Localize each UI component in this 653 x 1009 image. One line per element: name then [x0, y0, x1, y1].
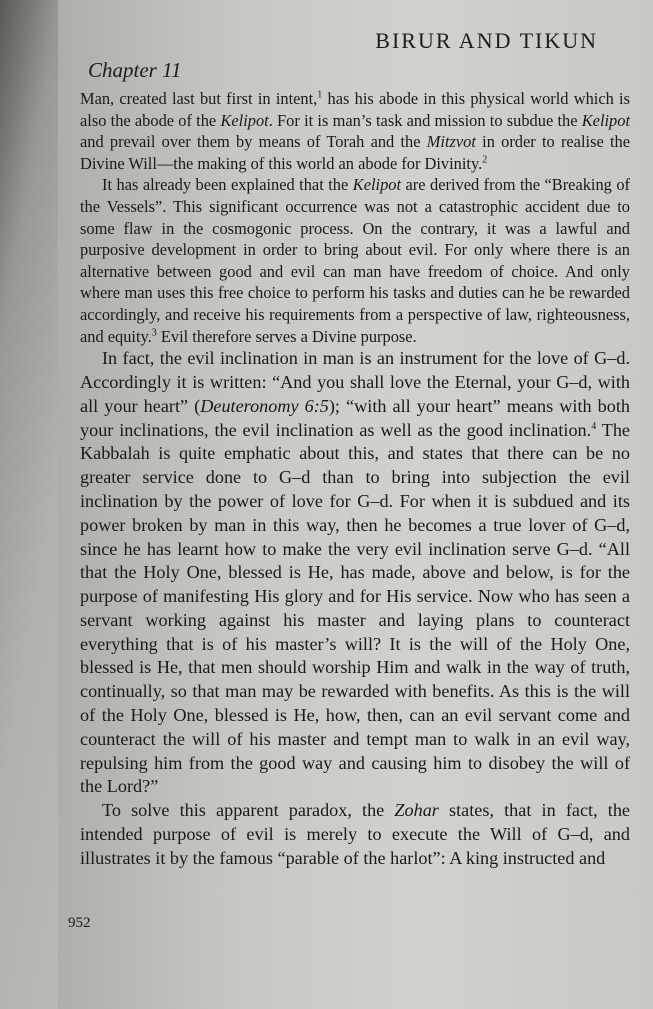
- page-header: [88, 28, 598, 88]
- paragraph-1: Man, created last but first in intent,$^1$ has his abode in this physical world which is also the abode of the Kelipot. For it is man’s task and mission to subdue the Kelipot and prevail over them by means of Torah and the Mitzvot in order to realise the Divine Will—the making of this world an abode for Divinity.$^2$: [80, 89, 630, 173]
- footnote-ref: 4: [591, 420, 597, 432]
- paragraph-2: It has already been explained that the Kelipot are derived from the “Breaking of the Vessels”. This significant occurrence was not a catastrophic accident due to some flaw in the cosmogonic process. On the contrary, it was a lawful and purposive development in order to bring about evil. For only where there is an alternative between good and evil can man have freedom of choice. And only where man uses this free choice to perform his tasks and duties can he be rewarded accordingly, and receive his requirements from a perspective of law, righteousness, and equity.$^3$ Evil therefore serves a Divine purpose.: [80, 175, 631, 346]
- paragraph-3: In fact, the evil inclination in man is an instrument for the love of G–d. Accordingly it is written: “And you shall love the Eternal, your G–d, with all your heart” (Deuteronomy 6:5); “with all your heart” means with both your inclinations, the evil inclination as well as the good inclination.$^4$ The Kabbalah is quite emphatic about this, and states that there can be no greater service done to G–d than to bring into subjection the evil inclination by the power of love for G–d. For when it is subdued and its power broken by man in this way, then he becomes a true lover of G–d, since he has learnt how to make the very evil inclination serve G–d. “All that the Holy One, blessed is He, has made, above and below, is for the purpose of manifesting His glory and for His service. Now who has seen a servant working against his master and laying plans to counteract everything that is of his master’s will? It is the will of the Holy One, blessed is He, that men should worship Him and walk in the way of truth, continually, so that man may be rewarded with benefits. As this is the will of the Holy One, blessed is He, how, then, can an evil servant come and counteract the will of his master and tempt man to walk in an evil way, repulsing him from the good way and causing him to disobey the will of the Lord?”: [80, 348, 630, 797]
- page-number: 952: [68, 915, 91, 931]
- chapter-label: Chapter 11: [88, 58, 182, 82]
- body-text: [80, 88, 630, 871]
- footnote-ref: 3: [151, 327, 157, 339]
- running-title: BIRUR AND TIKUN: [375, 28, 598, 53]
- footnote-ref: 2: [482, 154, 488, 166]
- footnote-ref: 1: [317, 89, 323, 101]
- paragraph-4: To solve this apparent paradox, the Zohar states, that in fact, the intended purpose of evil is merely to execute the Will of G–d, and illustrates it by the famous “parable of the harlot”: A king instructed and: [80, 800, 630, 868]
